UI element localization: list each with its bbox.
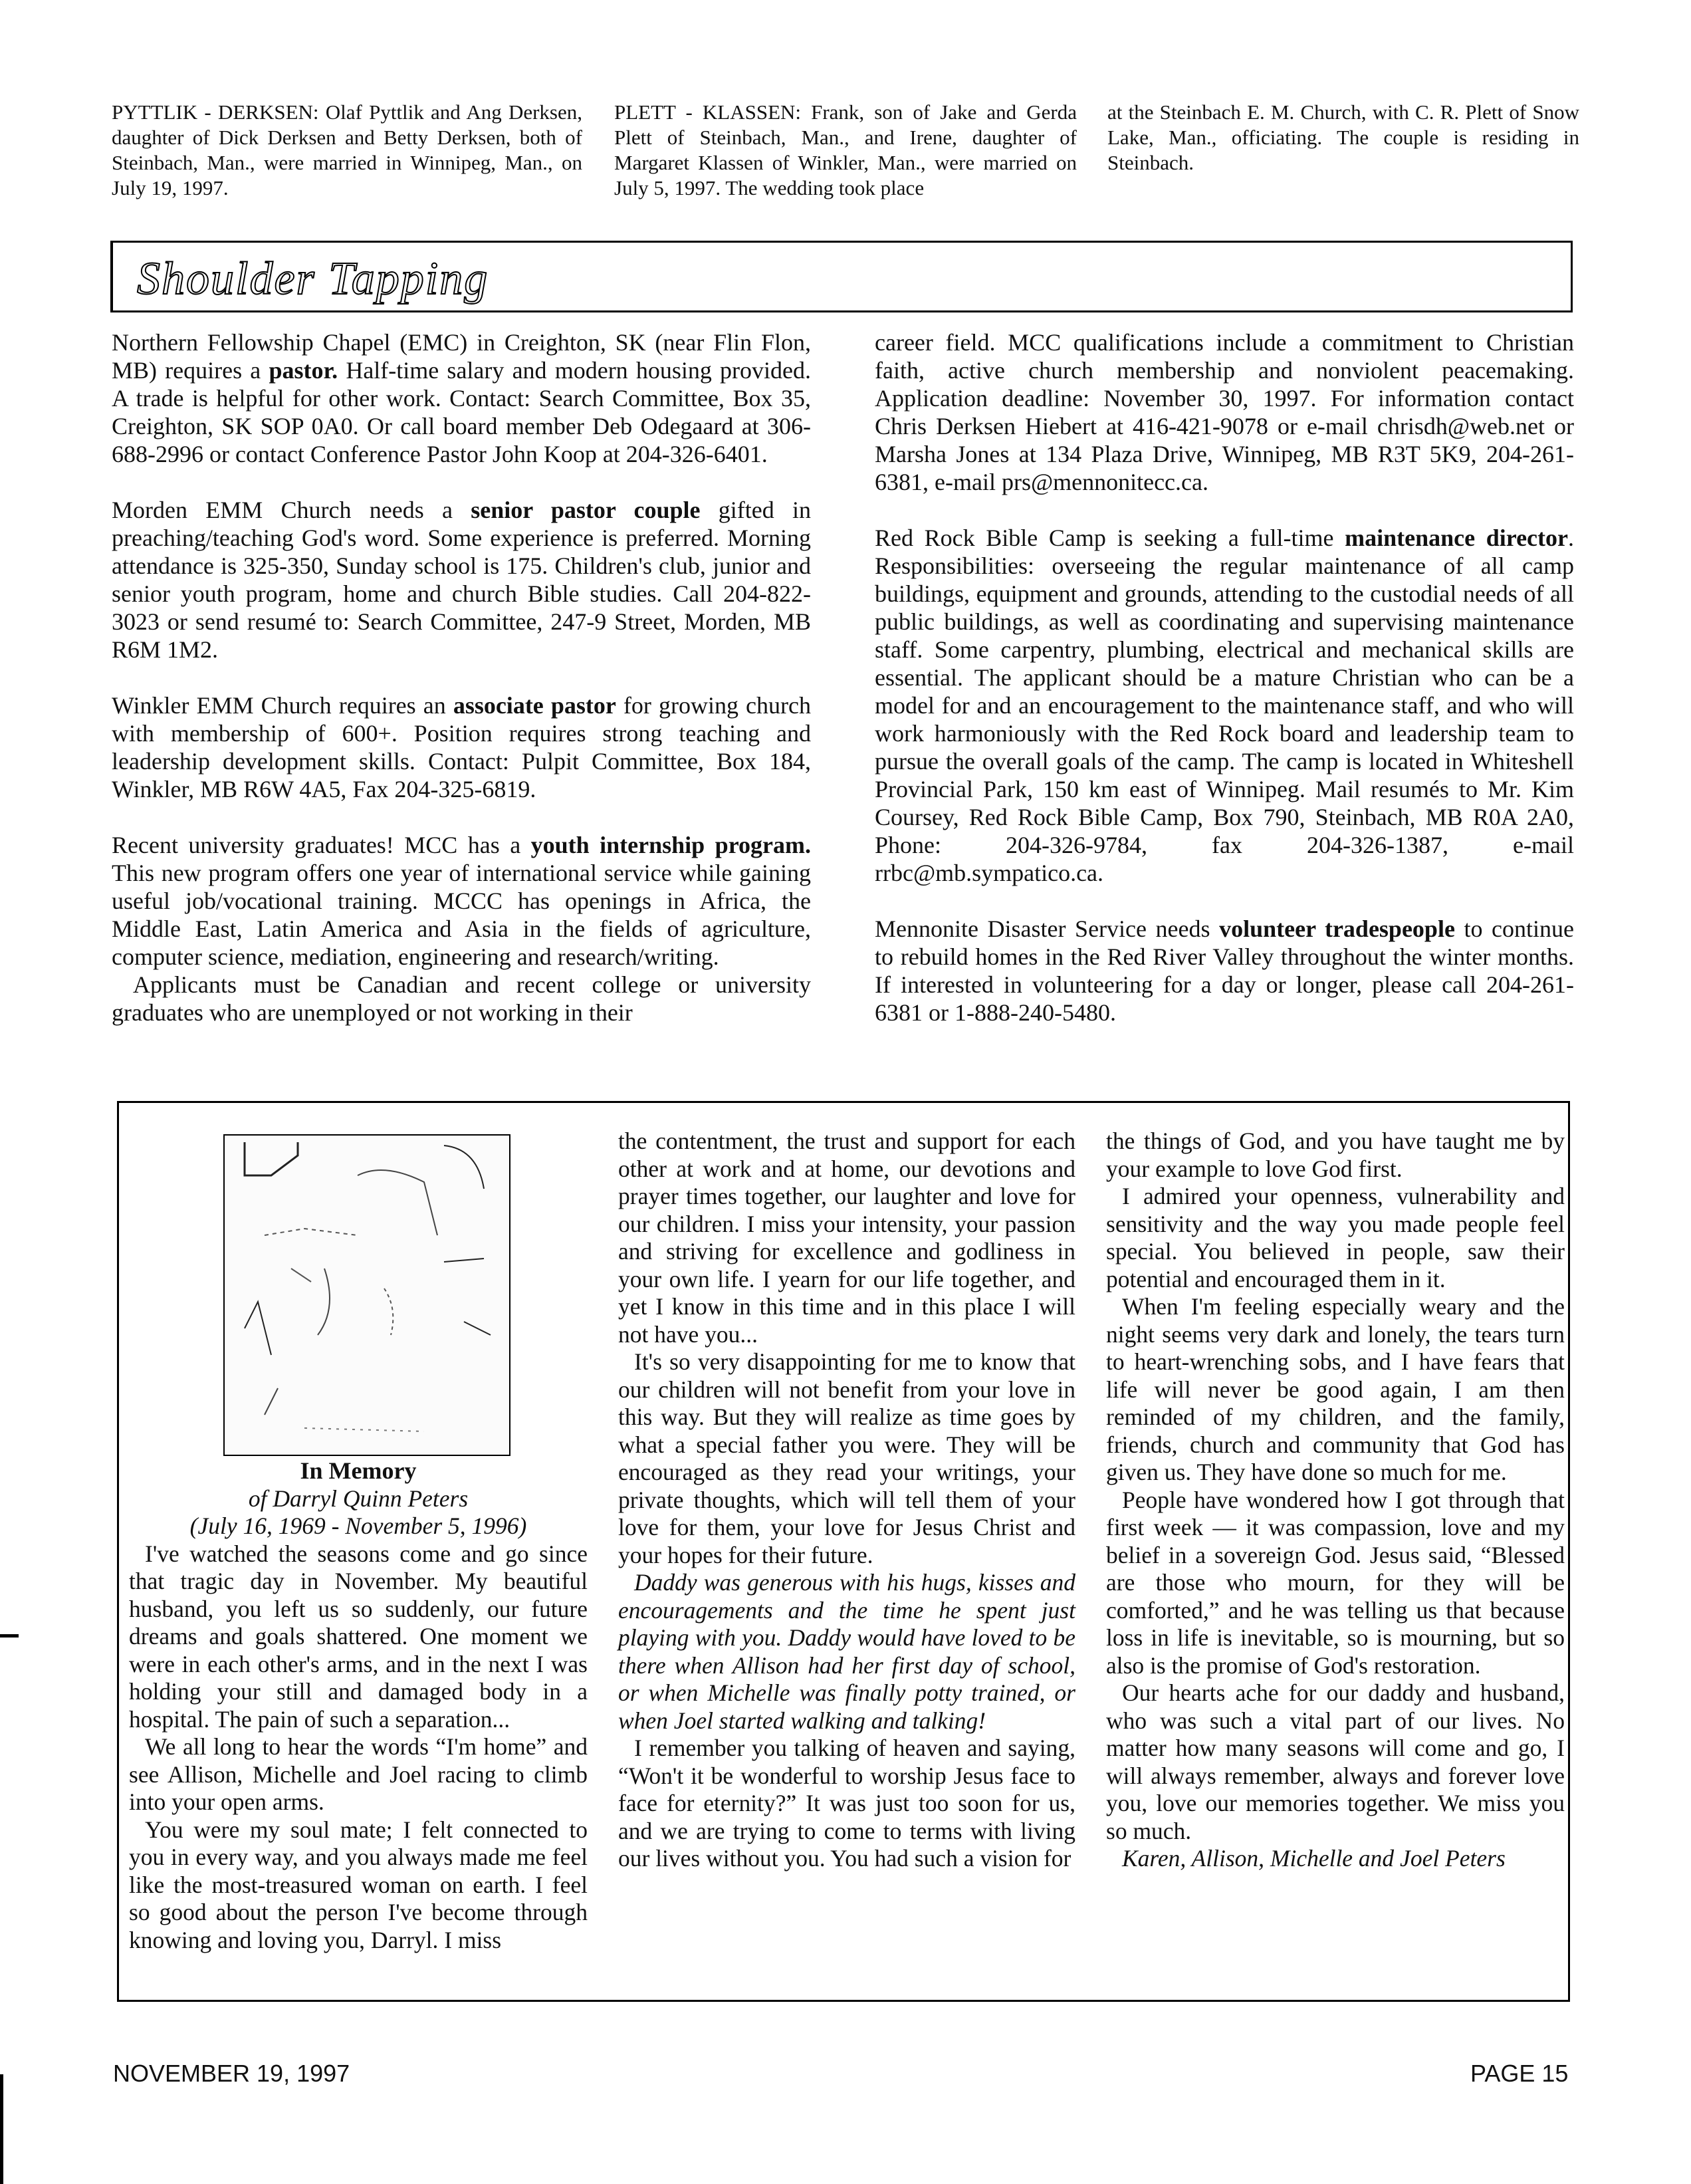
memorial-paragraph: People have wondered how I got through that first week — it was compassion, love and my belief in a sovereign God. Jesus said, “Blessed are those who mourn, for they will be comforted,” and he was telling us that because loss in life is inevitable, so is mourning, but so also is the promise of God's restoration. [1106, 1486, 1565, 1679]
ad-text: . Responsibilities: overseeing the regular maintenance of all camp buildings, equipment and grounds, attending to the custodial needs of all public buildings, as well as coordinating and supervising maintenance staff. Some carpentry, plumbing, electrical and mechanical skills are essential. The applicant should be a mature Christian who can be a model for and an encouragement to the maintenance staff, and who will work harmoniously with the Red Rock board and leadership team to pursue the overall goals of the camp. The camp is located in Whiteshell Provincial Park, 150 km east of Winnipeg. Mail resumés to Mr. Kim Coursey, Red Rock Bible Camp, Box 790, Steinbach, MB R0A 2A0, Phone: 204-326-9784, fax 204-326-1387, e-mail rrbc@mb.sympatico.ca. [875, 525, 1574, 886]
ad-red-rock-bible-camp [875, 524, 1574, 887]
wedding-text: PYTTLIK - DERKSEN: Olaf Pyttlik and Ang Derksen, daughter of Dick Derksen and Betty Derksen, both of Steinbach, Man., were married in Winnipeg, Man., on July 19, 1997. [112, 100, 582, 199]
memorial-paragraph: the contentment, the trust and support for each other at work and at home, our devotions and prayer times together, our laughter and love for our children. I miss your intensity, your passion and striving for excellence and godliness in your own life. I yearn for our life together, and yet I know in this time and in this place I will not have you... [618, 1128, 1075, 1348]
ad-text: Mennonite Disaster Service needs [875, 915, 1220, 942]
memorial-paragraph: I remember you talking of heaven and saying, “Won't it be wonderful to worship Jesus face to face for eternity?” It was just too soon for us, and we are trying to come to terms with living our lives without you. You had such a vision for [618, 1735, 1075, 1872]
ad-mcc-internship-applicants: Applicants must be Canadian and recent college or university graduates who are unemployed or not working in their [112, 971, 811, 1026]
ad-highlight: senior pastor couple [471, 497, 701, 523]
memorial-children-message: Daddy was generous with his hugs, kisses and encouragements and the time he spent just playing with you. Daddy would have loved to be there when Allison had her first day of school, or when Michelle was finally potty trained, or when Joel started walking and talking! [618, 1569, 1075, 1734]
memorial-signature: Karen, Allison, Michelle and Joel Peters [1122, 1845, 1506, 1872]
memorial-paragraph: You were my soul mate; I felt connected to you in every way, and you always made me feel like the most-treasured woman on earth. I feel so good about the person I've become through knowing and loving you, Darryl. I miss [129, 1816, 588, 1953]
ad-winkler-emm [112, 691, 811, 803]
ad-highlight: volunteer tradespeople [1219, 915, 1455, 942]
ad-text: Red Rock Bible Camp is seeking a full-time [875, 525, 1345, 551]
memorial-dates: (July 16, 1969 - November 5, 1996) [189, 1513, 527, 1539]
memorial-name: of Darryl Quinn Peters [248, 1485, 469, 1512]
ad-text: to continue to rebuild homes in the Red River Valley throughout the winter months. If interested in volunteering for a day or longer, please call 204-261-6381 or 1-888-240-5480. [875, 915, 1575, 1026]
memorial-photo [223, 1134, 510, 1456]
wedding-announcement-pyttlik [112, 100, 582, 201]
memorial-paragraph: We all long to hear the words “I'm home” and see Allison, Michelle and Joel racing to climb into your open arms. [129, 1733, 588, 1815]
ad-text: gifted in preaching/teaching God's word. Some experience is preferred. Morning attendance is 325-350, Sunday school is 175. Children's club, junior and senior youth program, home and church Bible studies. Call 204-822-3023 or send resumé to: Search Committee, 247-9 Street, Morden, MB R6M 1M2. [112, 497, 811, 663]
memorial-paragraph: It's so very disappointing for me to know that our children will not benefit from your love in this way. But they will realize as time goes by what a special father you were. They will be encouraged as they read your writings, your private thoughts, which will tell them of your love for them, your love for Jesus Christ and your hopes for their future. [618, 1348, 1075, 1568]
ad-mcc-internship-continued: career field. MCC qualifications include a commitment to Christian faith, active church membership and nonviolent peacemaking. Application deadline: November 30, 1997. For information contact Chris Derksen Hiebert at 416-421-9078 or e-mail chrisdh@web.net or Marsha Jones at 134 Plaza Drive, Winnipeg, MB R3T 5K9, 204-261-6381, e-mail prs@mennonitecc.ca. [875, 329, 1574, 495]
memorial-heading: In Memory [300, 1457, 417, 1484]
ad-text: This new program offers one year of international service while gaining useful job/vocational training. MCCC has openings in Africa, the Middle East, Latin America and Asia in the fields of agriculture, computer science, mediation, engineering and research/writing. [112, 860, 811, 970]
scan-edge-mark [0, 2074, 3, 2184]
ad-text: Half-time salary and modern housing provided. A trade is helpful for other work. Contact: Search Committee, Box 35, Creighton, SK SOP 0A0. Or call board member Deb Odegaard at 306-688-2996 or contact Conference Pastor John Koop at 204-326-6401. [112, 357, 812, 467]
ad-mennonite-disaster-service [875, 915, 1574, 1027]
classifieds-left-column [112, 328, 811, 1054]
memorial-column-2 [618, 1128, 1075, 1873]
memorial-column-1 [129, 1457, 588, 1954]
ad-morden-emm [112, 496, 811, 664]
footer-date: NOVEMBER 19, 1997 [113, 2060, 350, 2087]
memorial-column-3 [1106, 1128, 1565, 1873]
section-header-tab [110, 242, 113, 311]
memorial-paragraph: the things of God, and you have taught me by your example to love God first. [1106, 1128, 1565, 1182]
memorial-paragraph: When I'm feeling especially weary and the night seems very dark and lonely, the tears turn to heart-wrenching sobs, and I have fears that life will never be good again, I am then reminded of my children, and the family, friends, church and community that God has given us. They have done so much for me. [1106, 1293, 1565, 1485]
section-title: Shoulder Tapping [137, 253, 489, 304]
ad-highlight: pastor. [269, 357, 338, 384]
ad-text: Northern Fellowship Chapel (EMC) in Creighton, SK (near Flin Flon, MB) requires a [112, 329, 811, 384]
wedding-text: at the Steinbach E. M. Church, with C. R. Plett of Snow Lake, Man., officiating. The couple is residing in Steinbach. [1107, 100, 1579, 174]
memorial-paragraph: I admired your openness, vulnerability and sensitivity and the way you made people feel special. You believed in people, saw their potential and encouraged them in it. [1106, 1183, 1565, 1292]
ad-highlight: maintenance director [1345, 525, 1568, 551]
ad-mcc-internship [112, 831, 811, 971]
wedding-announcement-plett-continued [1107, 100, 1579, 176]
portrait-sketch [225, 1136, 509, 1455]
ad-highlight: associate pastor [453, 692, 616, 719]
ad-highlight: youth internship program. [530, 832, 811, 858]
ad-text: Recent university graduates! MCC has a [112, 832, 531, 858]
wedding-announcement-plett [614, 100, 1077, 201]
memorial-paragraph: Our hearts ache for our daddy and husband, who was such a vital part of our lives. No matter how many seasons will come and go, I will always remember, always and forever love you, love our memories together. We miss you so much. [1106, 1679, 1565, 1844]
ad-text: Morden EMM Church needs a [112, 497, 471, 523]
ad-text: for growing church with membership of 600+. Position requires strong teaching and leadership development skills. Contact: Pulpit Committee, Box 184, Winkler, MB R6W 4A5, Fax 204-325-6819. [112, 692, 811, 802]
scan-edge-mark [0, 1634, 19, 1638]
ad-text: Winkler EMM Church requires an [112, 692, 453, 719]
classifieds-right-column [875, 328, 1574, 1054]
wedding-text: PLETT - KLASSEN: Frank, son of Jake and Gerda Plett of Steinbach, Man., and Irene, daughter of Margaret Klassen of Winkler, Man., were married on July 5, 1997. The wedding took place [614, 100, 1077, 199]
ad-northern-fellowship [112, 328, 811, 468]
footer-page-number: PAGE 15 [1470, 2060, 1569, 2087]
memorial-paragraph: I've watched the seasons come and go since that tragic day in November. My beautiful husband, you left us so suddenly, our future dreams and goals shattered. One moment we were in each other's arms, and in the next I was holding your still and damaged body in a hospital. The pain of such a separation... [129, 1540, 588, 1733]
